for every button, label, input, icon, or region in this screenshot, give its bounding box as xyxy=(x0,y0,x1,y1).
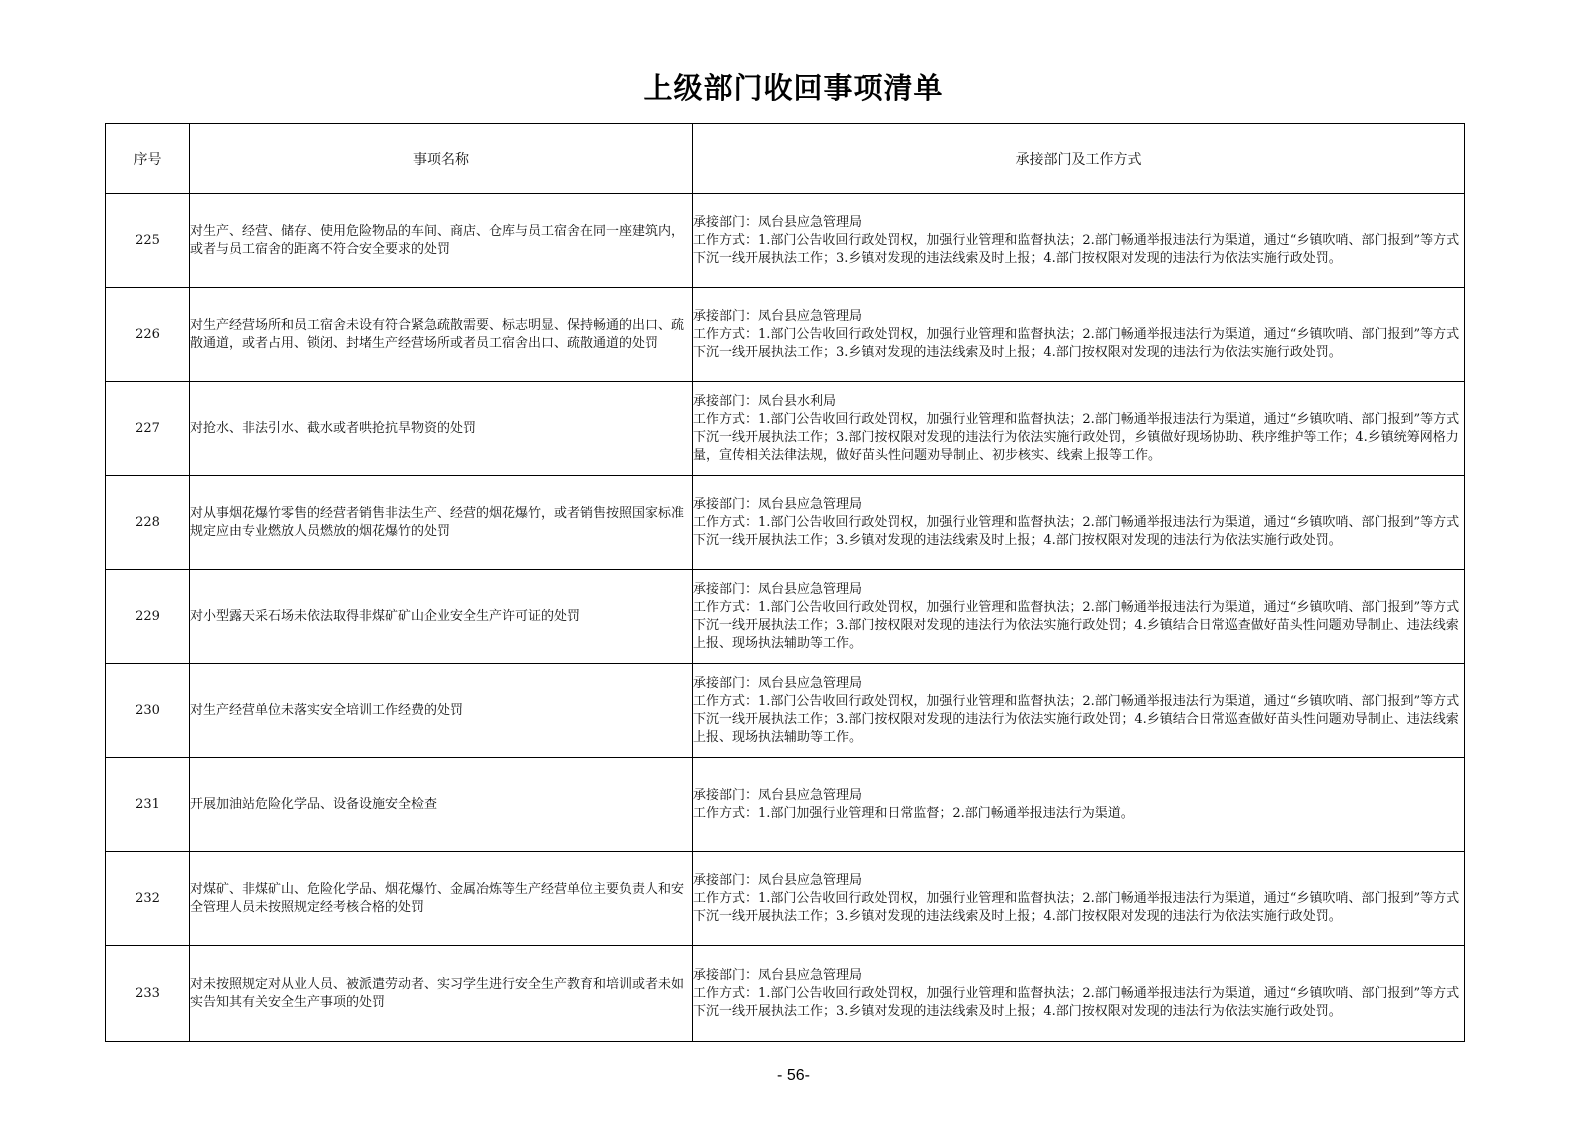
page-title: 上级部门收回事项清单 xyxy=(643,71,944,105)
row-item-name: 对生产经营单位未落实安全培训工作经费的处罚 xyxy=(190,664,693,758)
header-name: 事项名称 xyxy=(190,124,693,194)
row-dept-method xyxy=(693,852,1465,946)
row-dept: 承接部门：凤台县应急管理局 xyxy=(693,967,863,983)
row-item-name: 对未按照规定对从业人员、被派遣劳动者、实习学生进行安全生产教育和培训或者未如实告知其有关安全生产事项的处罚 xyxy=(190,946,693,1042)
row-method: 工作方式：1.部门公告收回行政处罚权，加强行业管理和监督执法；2.部门畅通举报违法行为渠道，通过“乡镇吹哨、部门报到”等方式下沉一线开展执法工作；3.乡镇对发现的违法线索及时上报；4.部门按权限对发现的违法行为依法实施行政处罚。 xyxy=(693,232,1460,266)
header-dept: 承接部门及工作方式 xyxy=(693,124,1465,194)
table-header-row xyxy=(106,124,1465,194)
table-row xyxy=(106,946,1465,1042)
items-table xyxy=(105,123,1465,1042)
row-item-name: 对抢水、非法引水、截水或者哄抢抗旱物资的处罚 xyxy=(190,382,693,476)
table-row xyxy=(106,570,1465,664)
row-method: 工作方式：1.部门公告收回行政处罚权，加强行业管理和监督执法；2.部门畅通举报违法行为渠道，通过“乡镇吹哨、部门报到”等方式下沉一线开展执法工作；3.乡镇对发现的违法线索及时上报；4.部门按权限对发现的违法行为依法实施行政处罚。 xyxy=(693,326,1460,360)
row-dept: 承接部门：凤台县应急管理局 xyxy=(693,872,863,888)
row-dept-method xyxy=(693,382,1465,476)
row-no: 230 xyxy=(106,664,190,758)
row-no: 228 xyxy=(106,476,190,570)
table-row xyxy=(106,852,1465,946)
row-dept-method xyxy=(693,758,1465,852)
row-no: 225 xyxy=(106,194,190,288)
row-item-name: 对小型露天采石场未依法取得非煤矿矿山企业安全生产许可证的处罚 xyxy=(190,570,693,664)
row-dept-method xyxy=(693,476,1465,570)
row-no: 231 xyxy=(106,758,190,852)
row-dept: 承接部门：凤台县应急管理局 xyxy=(693,581,863,597)
row-dept: 承接部门：凤台县应急管理局 xyxy=(693,787,863,803)
row-item-name: 对生产、经营、储存、使用危险物品的车间、商店、仓库与员工宿舍在同一座建筑内，或者与员工宿舍的距离不符合安全要求的处罚 xyxy=(190,194,693,288)
row-no: 229 xyxy=(106,570,190,664)
row-method: 工作方式：1.部门公告收回行政处罚权，加强行业管理和监督执法；2.部门畅通举报违法行为渠道，通过“乡镇吹哨、部门报到”等方式下沉一线开展执法工作；3.乡镇对发现的违法线索及时上报；4.部门按权限对发现的违法行为依法实施行政处罚。 xyxy=(693,890,1460,924)
row-no: 227 xyxy=(106,382,190,476)
row-dept: 承接部门：凤台县水利局 xyxy=(693,393,837,409)
row-method: 工作方式：1.部门公告收回行政处罚权，加强行业管理和监督执法；2.部门畅通举报违法行为渠道，通过“乡镇吹哨、部门报到”等方式下沉一线开展执法工作；3.乡镇对发现的违法线索及时上报；4.部门按权限对发现的违法行为依法实施行政处罚。 xyxy=(693,985,1460,1019)
row-method: 工作方式：1.部门公告收回行政处罚权，加强行业管理和监督执法；2.部门畅通举报违法行为渠道，通过“乡镇吹哨、部门报到”等方式下沉一线开展执法工作；3.部门按权限对发现的违法行为依法实施行政处罚；4.乡镇结合日常巡查做好苗头性问题劝导制止、违法线索上报、现场执法辅助等工作。 xyxy=(693,599,1460,651)
row-item-name: 对生产经营场所和员工宿舍未设有符合紧急疏散需要、标志明显、保持畅通的出口、疏散通道，或者占用、锁闭、封堵生产经营场所或者员工宿舍出口、疏散通道的处罚 xyxy=(190,288,693,382)
row-no: 233 xyxy=(106,946,190,1042)
table-row xyxy=(106,758,1465,852)
row-dept-method xyxy=(693,570,1465,664)
page-number: - 56- xyxy=(777,1067,810,1084)
row-method: 工作方式：1.部门公告收回行政处罚权，加强行业管理和监督执法；2.部门畅通举报违法行为渠道，通过“乡镇吹哨、部门报到”等方式下沉一线开展执法工作；3.部门按权限对发现的违法行为依法实施行政处罚，乡镇做好现场协助、秩序维护等工作；4.乡镇统筹网格力量，宣传相关法律法规，做好苗头性问题劝导制止、初步核实、线索上报等工作。 xyxy=(693,411,1460,463)
row-dept: 承接部门：凤台县应急管理局 xyxy=(693,496,863,512)
row-item-name: 开展加油站危险化学品、设备设施安全检查 xyxy=(190,758,693,852)
row-dept-method xyxy=(693,194,1465,288)
row-no: 226 xyxy=(106,288,190,382)
row-dept: 承接部门：凤台县应急管理局 xyxy=(693,214,863,230)
row-method: 工作方式：1.部门加强行业管理和日常监督；2.部门畅通举报违法行为渠道。 xyxy=(693,805,1134,821)
header-no: 序号 xyxy=(106,124,190,194)
table-row xyxy=(106,382,1465,476)
row-no: 232 xyxy=(106,852,190,946)
row-dept: 承接部门：凤台县应急管理局 xyxy=(693,308,863,324)
table-row xyxy=(106,476,1465,570)
row-dept: 承接部门：凤台县应急管理局 xyxy=(693,675,863,691)
table-row xyxy=(106,194,1465,288)
row-item-name: 对煤矿、非煤矿山、危险化学品、烟花爆竹、金属冶炼等生产经营单位主要负责人和安全管理人员未按照规定经考核合格的处罚 xyxy=(190,852,693,946)
row-method: 工作方式：1.部门公告收回行政处罚权，加强行业管理和监督执法；2.部门畅通举报违法行为渠道，通过“乡镇吹哨、部门报到”等方式下沉一线开展执法工作；3.部门按权限对发现的违法行为依法实施行政处罚；4.乡镇结合日常巡查做好苗头性问题劝导制止、违法线索上报、现场执法辅助等工作。 xyxy=(693,693,1460,745)
row-method: 工作方式：1.部门公告收回行政处罚权，加强行业管理和监督执法；2.部门畅通举报违法行为渠道，通过“乡镇吹哨、部门报到”等方式下沉一线开展执法工作；3.乡镇对发现的违法线索及时上报；4.部门按权限对发现的违法行为依法实施行政处罚。 xyxy=(693,514,1460,548)
row-dept-method xyxy=(693,946,1465,1042)
row-dept-method xyxy=(693,664,1465,758)
row-item-name: 对从事烟花爆竹零售的经营者销售非法生产、经营的烟花爆竹，或者销售按照国家标准规定应由专业燃放人员燃放的烟花爆竹的处罚 xyxy=(190,476,693,570)
table-row xyxy=(106,664,1465,758)
table-row xyxy=(106,288,1465,382)
row-dept-method xyxy=(693,288,1465,382)
